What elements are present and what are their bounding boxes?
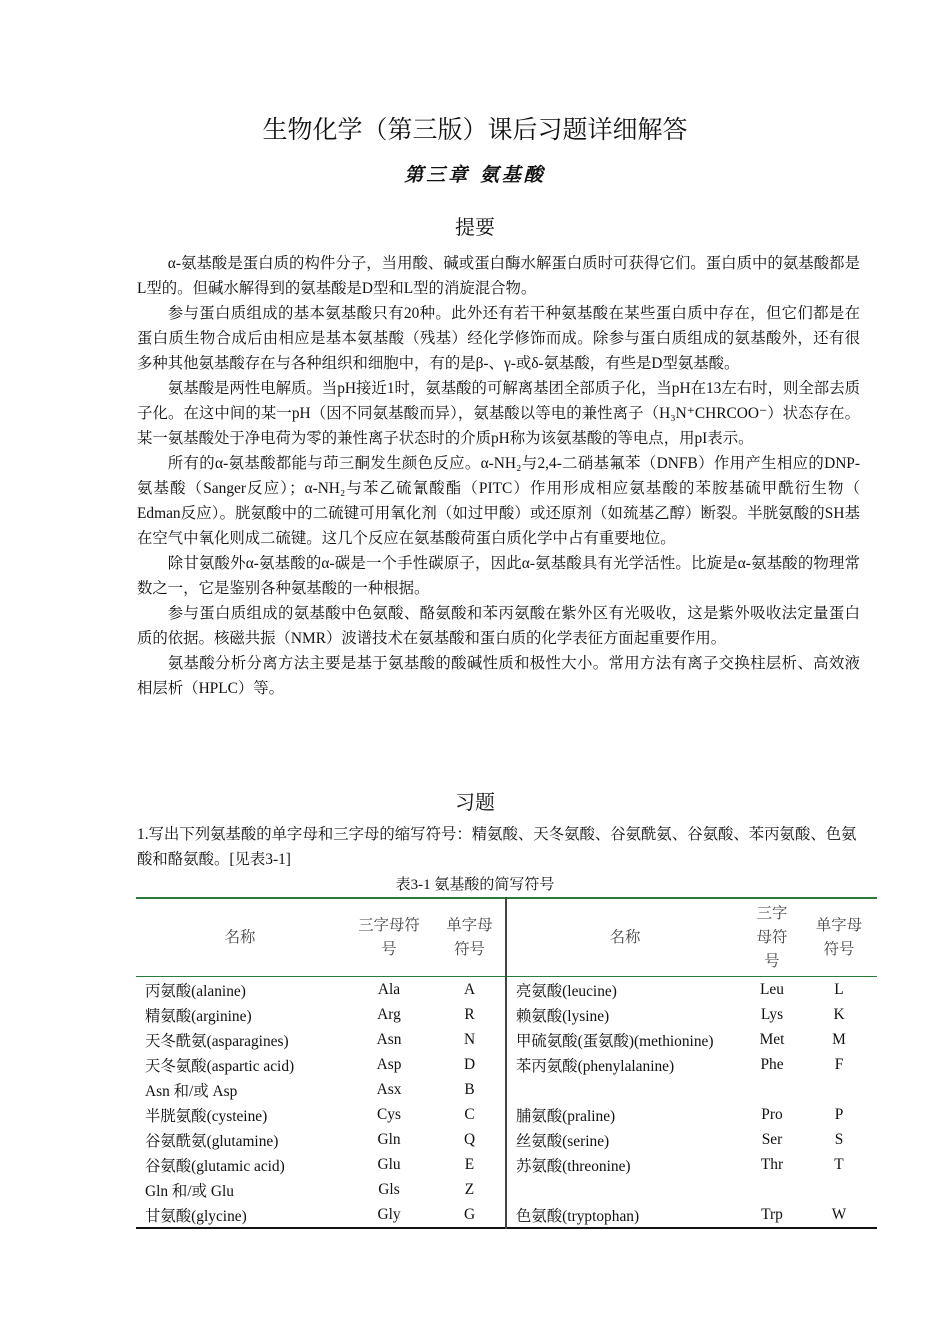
three-letter-code: [743, 1177, 801, 1202]
one-letter-code: S: [834, 1130, 844, 1148]
table-row: [136, 1027, 877, 1052]
three-letter-code: Asn: [376, 1030, 402, 1048]
one-letter-code: Z: [464, 1180, 475, 1198]
amino-acid-name: [506, 1177, 743, 1202]
table-row: [136, 1127, 877, 1152]
three-letter-code: [743, 1077, 801, 1102]
header-three-letter-right: 三字母符号: [743, 898, 801, 977]
three-letter-code: Glu: [377, 1155, 401, 1173]
exercises-heading: 习题: [455, 790, 495, 814]
table-row: [136, 1052, 877, 1077]
amino-acid-name: 天冬酰氨(asparagines): [145, 1032, 289, 1050]
amino-acid-name: 苏氨酸(threonine): [506, 1152, 743, 1177]
table-row: [136, 1202, 877, 1228]
three-letter-code: Arg: [377, 1005, 401, 1023]
one-letter-code: K: [833, 1005, 845, 1023]
one-letter-code: M: [832, 1030, 846, 1048]
one-letter-code: T: [834, 1155, 844, 1173]
header-three-letter: 三字母符号: [344, 898, 434, 977]
amino-acid-name: Gln 和/或 Glu: [145, 1182, 234, 1200]
amino-acid-name: 亮氨酸(leucine): [506, 977, 743, 1003]
three-letter-code: Phe: [760, 1055, 784, 1073]
three-letter-code: Gls: [378, 1180, 400, 1198]
amino-acid-name: 丙氨酸(alanine): [145, 982, 246, 1000]
table-caption: 表3-1 氨基酸的简写符号: [395, 877, 555, 893]
amino-acid-name: 色氨酸(tryptophan): [506, 1202, 743, 1228]
amino-acid-name: 谷氨酸(glutamic acid): [145, 1157, 285, 1175]
amino-acid-name: [506, 1077, 743, 1102]
one-letter-code: P: [834, 1105, 844, 1123]
amino-acid-name: 甲硫氨酸(蛋氨酸)(methionine): [506, 1027, 743, 1052]
header-one-letter: 单字母符号: [434, 898, 506, 977]
one-letter-code: A: [463, 980, 476, 998]
chapter-title: 第三章 氨基酸: [404, 164, 546, 186]
question-1: 1.写出下列氨基酸的单字母和三字母的缩写符号：精氨酸、天冬氨酸、谷氨酰氨、谷氨酸、苯丙氨酸、色氨酸和酪氨酸。[见表3-1]: [137, 826, 857, 868]
one-letter-code: W: [831, 1205, 847, 1223]
table-row: [136, 1002, 877, 1027]
table-row: [136, 1152, 877, 1177]
table-row: [136, 1102, 877, 1127]
table-row: [136, 1177, 877, 1202]
one-letter-code: C: [464, 1105, 475, 1123]
table-row: [136, 1077, 877, 1102]
summary-heading: 提要: [455, 215, 495, 239]
one-letter-code: L: [834, 980, 844, 998]
amino-acid-name: 甘氨酸(glycine): [145, 1207, 247, 1225]
three-letter-code: Ser: [761, 1130, 783, 1148]
header-one-letter-right: 单字母符号: [801, 898, 877, 977]
one-letter-code: N: [463, 1030, 476, 1048]
one-letter-code: E: [464, 1155, 475, 1173]
amino-acid-name: 赖氨酸(lysine): [506, 1002, 743, 1027]
amino-acid-name: 脯氨酸(praline): [506, 1102, 743, 1127]
amino-acid-name: 半胱氨酸(cysteine): [145, 1107, 268, 1125]
one-letter-code: B: [464, 1080, 475, 1098]
summary-paragraph: 氨基酸分析分离方法主要是基于氨基酸的酸碱性质和极性大小。常用方法有离子交换柱层析、高效液相层析（HPLC）等。: [137, 655, 860, 697]
table-row: [136, 977, 877, 1003]
three-letter-code: Asp: [376, 1055, 402, 1073]
table-header-row: [136, 898, 877, 977]
one-letter-code: [801, 1077, 877, 1102]
amino-acid-name: 天冬氨酸(aspartic acid): [145, 1057, 295, 1075]
three-letter-code: Pro: [761, 1105, 783, 1123]
three-letter-code: Asx: [376, 1080, 402, 1098]
three-letter-code: Gly: [377, 1205, 401, 1223]
summary-paragraph: 所有的α-氨基酸都能与茚三酮发生颜色反应。α-NH₂与2,4-二硝基氟苯（DNFB）作用产生相应的DNP-氨基酸（Sanger反应）；α-NH₂与苯乙硫氰酸酯（PITC）作用形成相应氨基酸的苯胺基硫甲酰衍生物（ Edman反应）。胱氨酸中的二硫键可用氧化剂（如过甲酸）或还原剂（如巯基乙醇）断裂。半胱氨酸的SH基在空气中氧化则成二硫键。这几个反应在氨基酸荷蛋白质化学中占有重要地位。: [137, 455, 860, 547]
three-letter-code: Trp: [761, 1205, 783, 1223]
one-letter-code: G: [463, 1205, 476, 1223]
one-letter-code: Q: [463, 1130, 476, 1148]
amino-acid-name: 精氨酸(arginine): [145, 1007, 252, 1025]
three-letter-code: Leu: [760, 980, 784, 998]
three-letter-code: Met: [759, 1030, 785, 1048]
summary-paragraph: α-氨基酸是蛋白质的构件分子，当用酸、碱或蛋白酶水解蛋白质时可获得它们。蛋白质中的氨基酸都是L型的。但碱水解得到的氨基酸是D型和L型的消旋混合物。: [137, 255, 860, 297]
amino-acid-name: 苯丙氨酸(phenylalanine): [506, 1052, 743, 1077]
amino-acid-table: [136, 897, 877, 1229]
amino-acid-name: 丝氨酸(serine): [506, 1127, 743, 1152]
amino-acid-name: Asn 和/或 Asp: [145, 1082, 238, 1100]
summary-section: [137, 251, 860, 701]
one-letter-code: [801, 1177, 877, 1202]
document-title: 生物化学（第三版）课后习题详细解答: [262, 115, 688, 144]
summary-paragraph: 除甘氨酸外α-氨基酸的α-碳是一个手性碳原子，因此α-氨基酸具有光学活性。比旋是α-氨基酸的物理常数之一，它是鉴别各种氨基酸的一种根据。: [137, 555, 860, 597]
amino-acid-name: 谷氨酰氨(glutamine): [145, 1132, 279, 1150]
summary-paragraph: 参与蛋白质组成的基本氨基酸只有20种。此外还有若干种氨基酸在某些蛋白质中存在，但它们都是在蛋白质生物合成后由相应是基本氨基酸（残基）经化学修饰而成。除参与蛋白质组成的氨基酸外，还有很多种其他氨基酸存在与各种组织和细胞中，有的是β-、γ-或δ-氨基酸，有些是D型氨基酸。: [137, 305, 860, 372]
three-letter-code: Gln: [377, 1130, 401, 1148]
one-letter-code: R: [464, 1005, 475, 1023]
three-letter-code: Ala: [377, 980, 401, 998]
three-letter-code: Cys: [377, 1105, 401, 1123]
summary-paragraph: 参与蛋白质组成的氨基酸中色氨酸、酪氨酸和苯丙氨酸在紫外区有光吸收，这是紫外吸收法定量蛋白质的依据。核磁共振（NMR）波谱技术在氨基酸和蛋白质的化学表征方面起重要作用。: [137, 605, 860, 647]
summary-paragraph: 氨基酸是两性电解质。当pH接近1时，氨基酸的可解离基团全部质子化，当pH在13左右时，则全部去质子化。在这中间的某一pH（因不同氨基酸而异），氨基酸以等电的兼性离子（H₃N⁺CHRCOO⁻）状态存在。某一氨基酸处于净电荷为零的兼性离子状态时的介质pH称为该氨基酸的等电点，用pI表示。: [137, 380, 860, 447]
three-letter-code: Thr: [760, 1155, 784, 1173]
three-letter-code: Lys: [760, 1005, 784, 1023]
one-letter-code: D: [463, 1055, 476, 1073]
header-name: 名称: [136, 898, 344, 977]
header-name-right: 名称: [506, 898, 743, 977]
one-letter-code: F: [834, 1055, 844, 1073]
